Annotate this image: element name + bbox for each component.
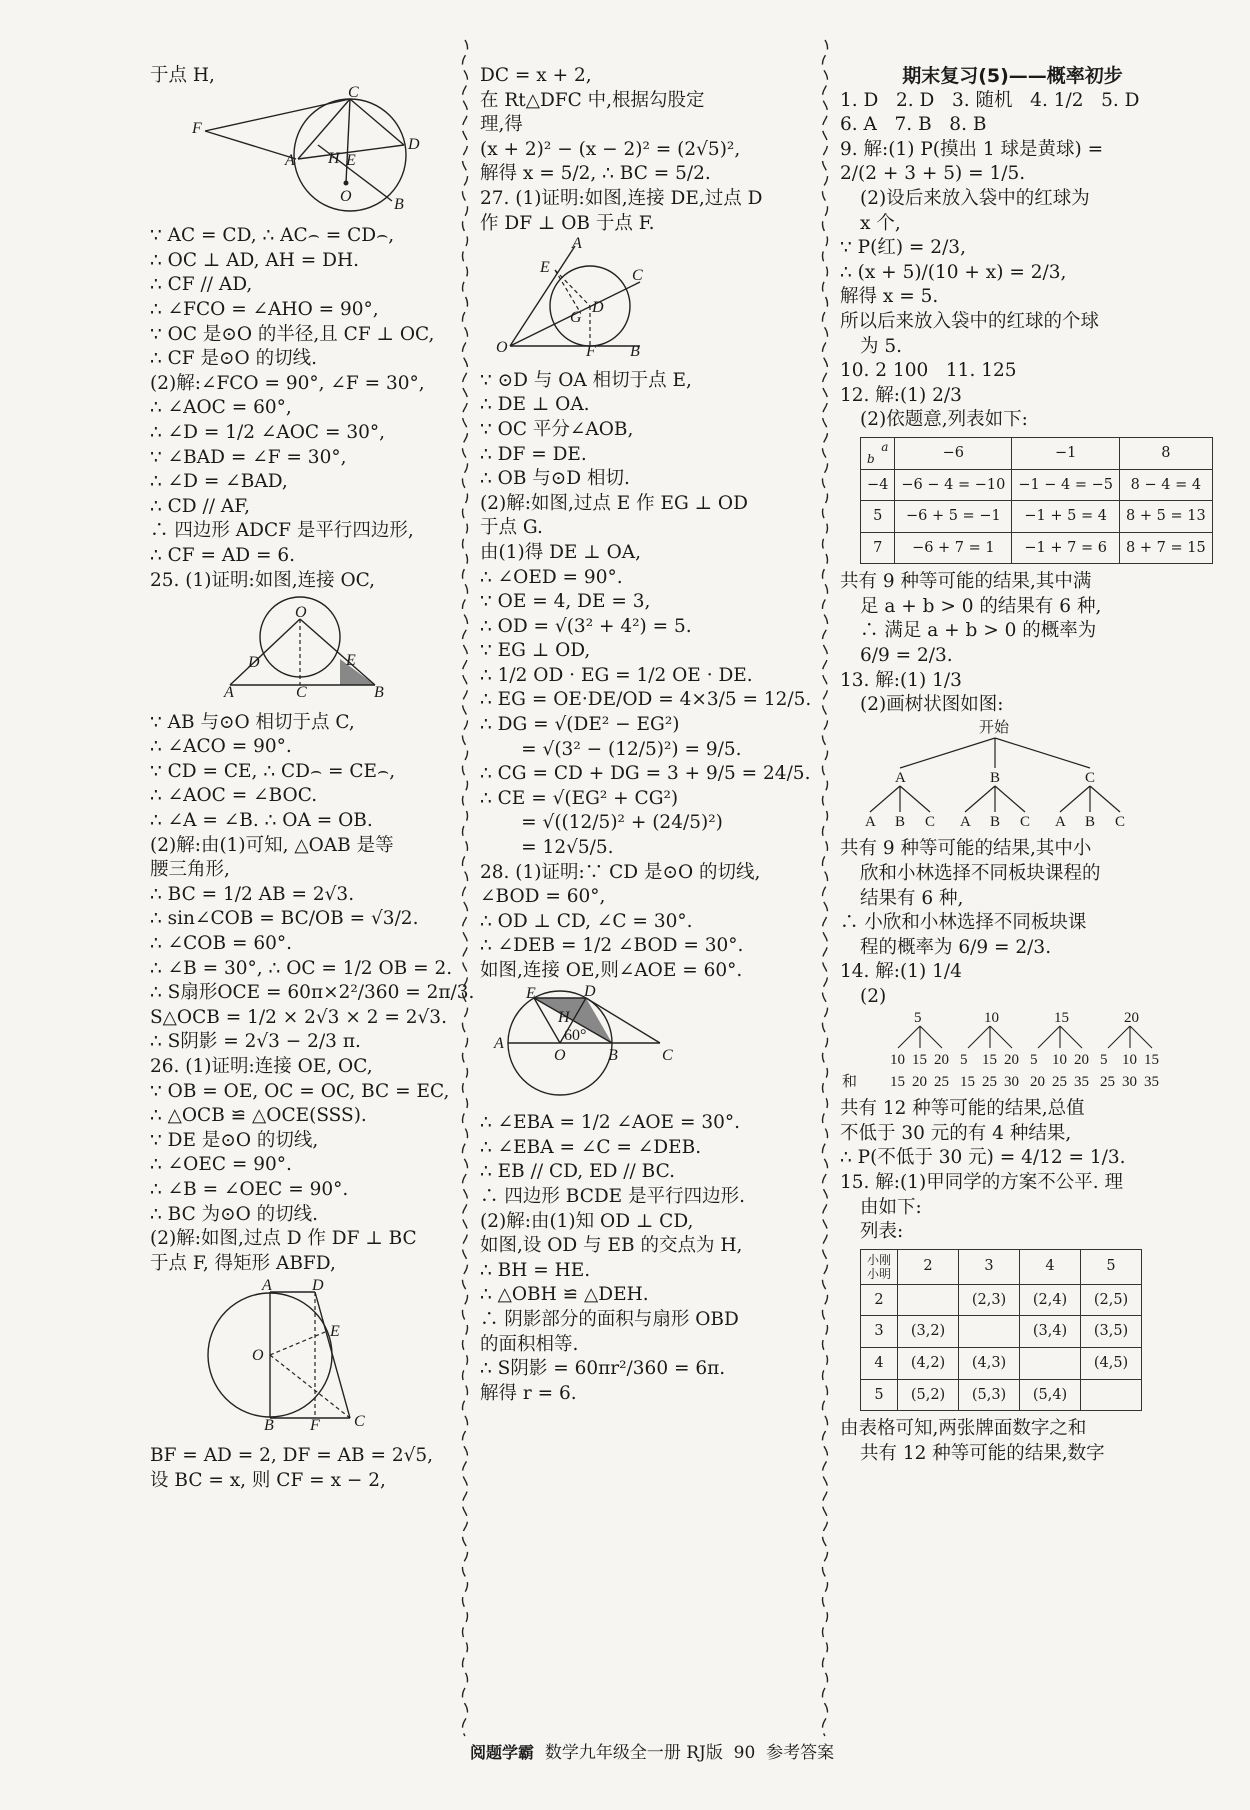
text-block (840, 837, 1185, 1009)
text-line: 于点 H, (150, 65, 215, 86)
text-line: 在 Rt△DFC 中,根据勾股定 (480, 89, 705, 111)
text-block (840, 1097, 1185, 1245)
tree-leaf: A (1055, 813, 1066, 830)
text-line: (2)依题意,列表如下: (860, 409, 1028, 431)
fig3-label-a: A (262, 1277, 272, 1295)
text-line: 如图,连接 OE,则∠AOE = 60°. (480, 960, 743, 981)
tree-sum: 35 (1074, 1073, 1089, 1090)
tree-sum: 20 (1030, 1073, 1045, 1090)
text-line: ∴ ∠EBA = 1/2 ∠AOE = 30°. (480, 1112, 740, 1134)
table-row (861, 1347, 1142, 1379)
fig5-label-b: B (608, 1046, 618, 1064)
text-block (480, 1111, 810, 1406)
tree-node: 15 (1054, 1009, 1069, 1026)
text-line: BF = AD = 2, DF = AB = 2√5, (150, 1444, 434, 1466)
table-cell: (3,4) (1020, 1316, 1081, 1348)
text-line: ∴ ∠OEC = 90°. (150, 1154, 292, 1176)
text-line: ∴ ∠COB = 60°. (150, 933, 293, 955)
tree-sum: 25 (1100, 1073, 1115, 1090)
text-line: 由(1)得 DE ⊥ OA, (480, 541, 641, 563)
text-line: ∴ (x + 5)/(10 + x) = 2/3, (840, 261, 1067, 283)
tree-node: A (895, 769, 906, 786)
text-line: ∴ OC ⊥ AD, AH = DH. (150, 249, 360, 271)
text-line: ∵ ⊙D 与 OA 相切于点 E, (480, 369, 692, 391)
table-cell: (3,5) (1081, 1316, 1142, 1348)
footer-subject: 数学九年级全一册 RJ版 (544, 1743, 723, 1763)
text-line: 设 BC = x, 则 CF = x − 2, (150, 1469, 386, 1491)
fig3-label-c: C (354, 1413, 365, 1431)
table-cell: (5,4) (1020, 1379, 1081, 1411)
text-line: 12. 解:(1) 2/3 (840, 384, 962, 406)
text-line: ∵ AB 与⊙O 相切于点 C, (150, 711, 355, 733)
fig1-label-f: F (192, 119, 202, 137)
text-line: 程的概率为 6/9 = 2/3. (860, 936, 1052, 958)
text-line: ∴ S扇形OCE = 60π×2²/360 = 2π/3. (150, 982, 475, 1004)
text-line: 14. 解:(1) 1/4 (840, 961, 962, 983)
tree-leaf: C (1020, 813, 1031, 830)
fig1-label-h: H (328, 149, 340, 167)
text-line: 所以后来放入袋中的红球的个球 (840, 310, 1100, 332)
table-row-label: 7 (861, 532, 895, 564)
text-line: ∴ ∠A = ∠B. ∴ OA = OB. (150, 810, 373, 832)
tree-leaf: 20 (1074, 1051, 1089, 1068)
figure-circle-parallelogram (480, 982, 810, 1098)
table-cell: −6 + 7 = 1 (895, 532, 1012, 564)
text-line: (2)解:如图,过点 E 作 EG ⊥ OD (480, 492, 748, 514)
text-line: ∵ ∠BAD = ∠F = 30°, (150, 446, 347, 468)
tree-sum: 25 (1052, 1073, 1067, 1090)
tree-node: 10 (984, 1009, 999, 1026)
fig5-label-e: E (526, 984, 536, 1002)
text-line: 如图,设 OD 与 EB 的交点为 H, (480, 1235, 743, 1257)
text-line: ∵ OB = OE, OC = OC, BC = EC, (150, 1080, 450, 1102)
tree-leaf: C (1115, 813, 1126, 830)
text-line: ∴ OD = √(3² + 4²) = 5. (480, 615, 692, 637)
text-block (480, 64, 810, 236)
text-line: ∴ BC = 1/2 AB = 2√3. (150, 883, 355, 905)
text-line: (2)解:由(1)知 OD ⊥ CD, (480, 1210, 694, 1232)
text-line: ∴ S阴影 = 60πr²/360 = 6π. (480, 1358, 726, 1380)
text-line: ∴ ∠ACO = 90°. (150, 736, 292, 758)
tree-leaf: 15 (1144, 1051, 1159, 1068)
table-row-label: −4 (861, 469, 895, 501)
fig3-label-f: F (310, 1417, 320, 1435)
fig4-label-b: B (630, 343, 640, 361)
text-line: (2) (860, 986, 887, 1007)
table-cell (1081, 1379, 1142, 1411)
fig3-label-b: B (264, 1417, 274, 1435)
text-line: 6. A 7. B 8. B (840, 114, 987, 136)
text-block (150, 64, 450, 89)
text-line: ∴ 四边形 BCDE 是平行四边形. (480, 1185, 745, 1207)
text-line: ∵ AC = CD, ∴ AC⌢ = CD⌢, (150, 225, 395, 247)
table-cell: (5,3) (959, 1379, 1020, 1411)
text-line: ∴ 阴影部分的面积与扇形 OBD (480, 1308, 739, 1330)
text-line: ∵ EG ⊥ OD, (480, 640, 591, 662)
text-line: 列表: (860, 1221, 904, 1243)
table-cell: (3,2) (898, 1316, 959, 1348)
table-cell: (2,4) (1020, 1284, 1081, 1316)
table-cell: (5,2) (898, 1379, 959, 1411)
text-line: 13. 解:(1) 1/3 (840, 669, 962, 691)
text-line: 9. 解:(1) P(摸出 1 球是黄球) = (840, 138, 1104, 160)
tree-sum: 30 (1004, 1073, 1019, 1090)
tree-leaf: B (1085, 813, 1096, 830)
text-line: (2)解:∠FCO = 90°, ∠F = 30°, (150, 372, 425, 394)
text-line: 2/(2 + 3 + 5) = 1/5. (840, 163, 1026, 185)
text-line: S△OCB = 1/2 × 2√3 × 2 = 2√3. (150, 1006, 447, 1028)
fig4-label-a: A (572, 235, 582, 253)
table-row-label: 3 (861, 1316, 898, 1348)
table-header-cell: −6 (895, 437, 1012, 469)
text-line: 于点 G. (480, 517, 543, 539)
text-line: ∴ BH = HE. (480, 1259, 591, 1281)
tree-leaf: 10 (1122, 1051, 1137, 1068)
fig4-label-o: O (496, 339, 508, 357)
text-line: ∴ S阴影 = 2√3 − 2/3 π. (150, 1031, 361, 1053)
tree-leaf: B (895, 813, 906, 830)
column-middle (480, 64, 810, 1406)
text-line: 解得 x = 5. (840, 286, 939, 308)
text-line: 结果有 6 种, (860, 887, 964, 909)
text-line: DC = x + 2, (480, 65, 592, 86)
text-line: ∴ ∠OED = 90°. (480, 566, 623, 588)
fig2-label-c: C (296, 684, 307, 702)
text-line: ∴ DF = DE. (480, 443, 587, 465)
text-line: ∴ ∠D = ∠BAD, (150, 471, 288, 493)
text-line: 足 a + b > 0 的结果有 6 种, (860, 595, 1102, 617)
text-line: = √((12/5)² + (24/5)²) (480, 812, 723, 834)
table-cell: −1 − 4 = −5 (1012, 469, 1120, 501)
text-line: ∴ OB 与⊙D 相切. (480, 468, 630, 490)
text-line: ∴ BC 为⊙O 的切线. (150, 1203, 319, 1225)
text-line: ∵ CD = CE, ∴ CD⌢ = CE⌢, (150, 760, 396, 782)
text-line: ∵ OE = 4, DE = 3, (480, 591, 651, 613)
text-line: ∴ △OCB ≌ △OCE(SSS). (150, 1105, 367, 1127)
text-line: ∴ CF 是⊙O 的切线. (150, 348, 317, 370)
fig2-label-e: E (346, 652, 356, 670)
table-cell: −6 − 4 = −10 (895, 469, 1012, 501)
table-row (861, 532, 1213, 564)
text-line: ∴ sin∠COB = BC/OB = √3/2. (150, 908, 419, 930)
text-line: 不低于 30 元的有 4 种结果, (840, 1122, 1072, 1144)
text-block (840, 570, 1185, 718)
text-line: ∠BOD = 60°, (480, 886, 606, 908)
fig2-label-a: A (224, 684, 234, 702)
table-corner: a b (861, 437, 895, 469)
table-row-label: 5 (861, 501, 895, 533)
table-header-cell: 4 (1020, 1249, 1081, 1284)
section-heading: 期末复习(5)——概率初步 (902, 65, 1123, 87)
fig3-label-e: E (330, 1323, 340, 1341)
text-line: ∴ △OBH ≌ △DEH. (480, 1284, 649, 1306)
text-line: ∴ DG = √(DE² − EG²) (480, 714, 680, 736)
table-row (861, 1284, 1142, 1316)
text-line: 腰三角形, (150, 859, 230, 881)
text-line: ∴ CE = √(EG² + CG²) (480, 787, 679, 809)
text-line: ∵ DE 是⊙O 的切线, (150, 1129, 319, 1151)
table-header-cell: −1 (1012, 437, 1120, 469)
fig5-label-angle: 60° (564, 1026, 587, 1044)
text-line: ∴ OD ⊥ CD, ∠C = 30°. (480, 910, 693, 932)
tree-leaf: 20 (1004, 1051, 1019, 1068)
table-cell: −6 + 5 = −1 (895, 501, 1012, 533)
tree-leaf: 5 (960, 1051, 968, 1068)
figure-circle-tangent-cf (150, 83, 450, 213)
column-left (150, 64, 475, 1493)
tree-leaf: 15 (982, 1051, 997, 1068)
text-line: (2)画树状图如图: (860, 694, 1004, 716)
tree-node: C (1085, 769, 1096, 786)
table-row (861, 1379, 1142, 1411)
table-cell (898, 1284, 959, 1316)
text-block (150, 224, 450, 593)
text-block (840, 1417, 1185, 1466)
table-cell: −1 + 7 = 6 (1012, 532, 1120, 564)
fig5-label-c: C (662, 1046, 673, 1064)
column-separator-left (458, 40, 472, 1730)
fig5-label-h: H (558, 1008, 570, 1026)
tree-leaf: 5 (1030, 1051, 1038, 1068)
fig5-label-o: O (554, 1046, 566, 1064)
text-line: ∴ EG = OE·DE/OD = 4×3/5 = 12/5. (480, 689, 812, 711)
text-line: 6/9 = 2/3. (860, 645, 953, 667)
text-line: 26. (1)证明:连接 OE, OC, (150, 1056, 373, 1077)
text-line: 欣和小林选择不同板块课程的 (860, 863, 1101, 885)
tree-sum: 15 (890, 1073, 905, 1090)
fig1-label-e: E (346, 151, 356, 169)
tree-leaf: A (865, 813, 876, 830)
fig3-label-o: O (252, 1347, 264, 1365)
text-line: (2)设后来放入袋中的红球为 (860, 187, 1090, 209)
text-line: ∴ CG = CD + DG = 3 + 9/5 = 24/5. (480, 763, 811, 785)
fig5-label-a: A (494, 1034, 504, 1052)
fig2-label-o: O (295, 604, 307, 622)
fig2-label-b: B (374, 684, 384, 702)
text-block (840, 89, 1185, 433)
table-header-cell: 5 (1081, 1249, 1142, 1284)
card-pairs-table (860, 1249, 1142, 1411)
text-line: 于点 F, 得矩形 ABFD, (150, 1252, 336, 1274)
text-line: ∴ CD // AF, (150, 495, 251, 517)
tree-leaf: 20 (934, 1051, 949, 1068)
text-line: 共有 12 种等可能的结果,数字 (860, 1442, 1105, 1464)
figure-angle-bisector-circle (480, 235, 810, 361)
table-header-cell: 3 (959, 1249, 1020, 1284)
text-line: ∴ P(不低于 30 元) = 4/12 = 1/3. (840, 1147, 1126, 1169)
text-line: ∵ OC 平分∠AOB, (480, 418, 634, 440)
page-footer (470, 1738, 835, 1763)
figure-isosceles-triangle-circle (150, 597, 450, 702)
table-cell: (4,2) (898, 1347, 959, 1379)
text-line: (x + 2)² − (x − 2)² = (2√5)², (480, 138, 741, 160)
text-line: ∴ ∠B = 30°, ∴ OC = 1/2 OB = 2. (150, 957, 453, 979)
fig1-label-a: A (285, 151, 295, 169)
text-line: x 个, (860, 212, 901, 234)
tree-leaf: 5 (1100, 1051, 1108, 1068)
text-line: 理,得 (480, 114, 523, 136)
table-cell: −1 + 5 = 4 (1012, 501, 1120, 533)
fig1-label-o: O (340, 187, 352, 205)
footer-section: 参考答案 (766, 1743, 835, 1763)
tree-sum: 25 (934, 1073, 949, 1090)
tree-leaf: 15 (912, 1051, 927, 1068)
table-cell: 8 + 7 = 15 (1120, 532, 1213, 564)
text-line: ∴ 小欣和小林选择不同板块课 (840, 912, 1087, 934)
table-cell: (2,5) (1081, 1284, 1142, 1316)
text-line: 28. (1)证明:∵ CD 是⊙O 的切线, (480, 861, 761, 883)
text-line: 共有 9 种等可能的结果,其中满 (840, 571, 1092, 593)
text-line: ∴ ∠AOC = 60°, (150, 397, 292, 419)
tree-diagram-prizes (840, 1010, 1185, 1090)
text-line: ∴ ∠FCO = ∠AHO = 90°, (150, 298, 379, 320)
fig4-label-c: C (632, 267, 643, 285)
fig4-label-d: D (592, 299, 604, 317)
tree-sum: 25 (982, 1073, 997, 1090)
text-line: ∵ P(红) = 2/3, (840, 237, 966, 259)
fig4-label-g: G (570, 309, 582, 327)
text-line: ∴ ∠D = 1/2 ∠AOC = 30°, (150, 421, 386, 443)
text-line: 10. 2 100 11. 125 (840, 360, 1017, 382)
text-line: 共有 9 种等可能的结果,其中小 (840, 838, 1092, 860)
text-line: (2)解:如图,过点 D 作 DF ⊥ BC (150, 1228, 417, 1250)
fig2-label-d: D (248, 654, 260, 672)
text-line: (2)解:由(1)可知, △OAB 是等 (150, 834, 394, 856)
tree-sum-label: 和 (842, 1073, 858, 1090)
table-row (861, 1316, 1142, 1348)
fig4-label-f: F (586, 343, 596, 361)
brand-logo: 阅题学霸 (470, 1743, 535, 1762)
text-line: 解得 x = 5/2, ∴ BC = 5/2. (480, 163, 711, 185)
text-line: ∴ ∠B = ∠OEC = 90°. (150, 1178, 349, 1200)
text-block (150, 1444, 450, 1493)
text-line: 27. (1)证明:如图,连接 DE,过点 D (480, 187, 763, 209)
tree-node: 5 (914, 1009, 922, 1026)
text-line: ∴ 四边形 ADCF 是平行四边形, (150, 520, 414, 542)
table-row (861, 501, 1213, 533)
fig5-label-d: D (584, 982, 596, 1000)
table-cell: (2,3) (959, 1284, 1020, 1316)
fig3-label-d: D (312, 1277, 324, 1295)
table-cell (959, 1316, 1020, 1348)
text-line: = 12√5/5. (480, 837, 614, 859)
tree-leaf: 10 (890, 1051, 905, 1068)
fig1-label-d: D (408, 135, 420, 153)
table-header-cell: 2 (898, 1249, 959, 1284)
text-block (480, 369, 810, 984)
tree-leaf: C (925, 813, 936, 830)
table-cell: 8 + 5 = 13 (1120, 501, 1213, 533)
tree-root: 开始 (979, 719, 1010, 736)
tree-diagram-abc (840, 718, 1185, 830)
text-line: ∵ OC 是⊙O 的半径,且 CF ⊥ OC, (150, 323, 435, 345)
table-cell: (4,3) (959, 1347, 1020, 1379)
tree-node: B (990, 769, 1001, 786)
sum-table-ab (860, 437, 1213, 564)
column-right (840, 64, 1206, 1466)
text-line: ∴ 满足 a + b > 0 的概率为 (860, 620, 1097, 642)
table-cell (1020, 1347, 1081, 1379)
tree-leaf: A (960, 813, 971, 830)
tree-sum: 35 (1144, 1073, 1159, 1090)
tree-leaf: B (990, 813, 1001, 830)
fig1-label-c: C (348, 83, 359, 101)
text-line: 作 DF ⊥ OB 于点 F. (480, 212, 655, 234)
text-line: 由如下: (860, 1196, 922, 1218)
text-line: ∴ ∠AOC = ∠BOC. (150, 785, 318, 807)
column-separator-right (818, 40, 832, 1730)
text-line: ∴ 1/2 OD · EG = 1/2 OE · DE. (480, 664, 753, 686)
text-line: 15. 解:(1)甲同学的方案不公平. 理 (840, 1171, 1124, 1193)
text-line: 共有 12 种等可能的结果,总值 (840, 1098, 1085, 1120)
text-line: = √(3² − (12/5)²) = 9/5. (480, 738, 742, 760)
text-block (150, 711, 475, 1277)
text-line: 1. D 2. D 3. 随机 4. 1/2 5. D (840, 89, 1140, 111)
text-line: ∴ CF = AD = 6. (150, 544, 296, 566)
tree-node: 20 (1124, 1009, 1139, 1026)
text-line: 由表格可知,两张牌面数字之和 (840, 1418, 1087, 1440)
figure-rectangle-circle-tangent (150, 1277, 450, 1435)
text-line: ∴ CF // AD, (150, 274, 253, 296)
table-cell: (4,5) (1081, 1347, 1142, 1379)
text-line: ∴ ∠EBA = ∠C = ∠DEB. (480, 1136, 702, 1158)
text-line: 25. (1)证明:如图,连接 OC, (150, 569, 376, 591)
text-line: ∴ DE ⊥ OA. (480, 394, 590, 416)
table-corner: 小刚 小明 (861, 1249, 898, 1284)
page-number: 90 (733, 1743, 756, 1763)
text-line: ∴ EB // CD, ED // BC. (480, 1161, 675, 1183)
text-line: 为 5. (860, 335, 903, 357)
table-header-cell: 8 (1120, 437, 1213, 469)
tree-sum: 20 (912, 1073, 927, 1090)
table-row (861, 469, 1213, 501)
text-line: 的面积相等. (480, 1333, 579, 1355)
tree-sum: 30 (1122, 1073, 1137, 1090)
text-line: ∴ ∠DEB = 1/2 ∠BOD = 30°. (480, 935, 744, 957)
text-line: 解得 r = 6. (480, 1382, 577, 1404)
table-row-label: 4 (861, 1347, 898, 1379)
tree-sum: 15 (960, 1073, 975, 1090)
fig1-label-b: B (394, 195, 404, 213)
table-row-label: 2 (861, 1284, 898, 1316)
table-row-label: 5 (861, 1379, 898, 1411)
tree-leaf: 10 (1052, 1051, 1067, 1068)
table-cell: 8 − 4 = 4 (1120, 469, 1213, 501)
fig4-label-e: E (540, 259, 550, 277)
